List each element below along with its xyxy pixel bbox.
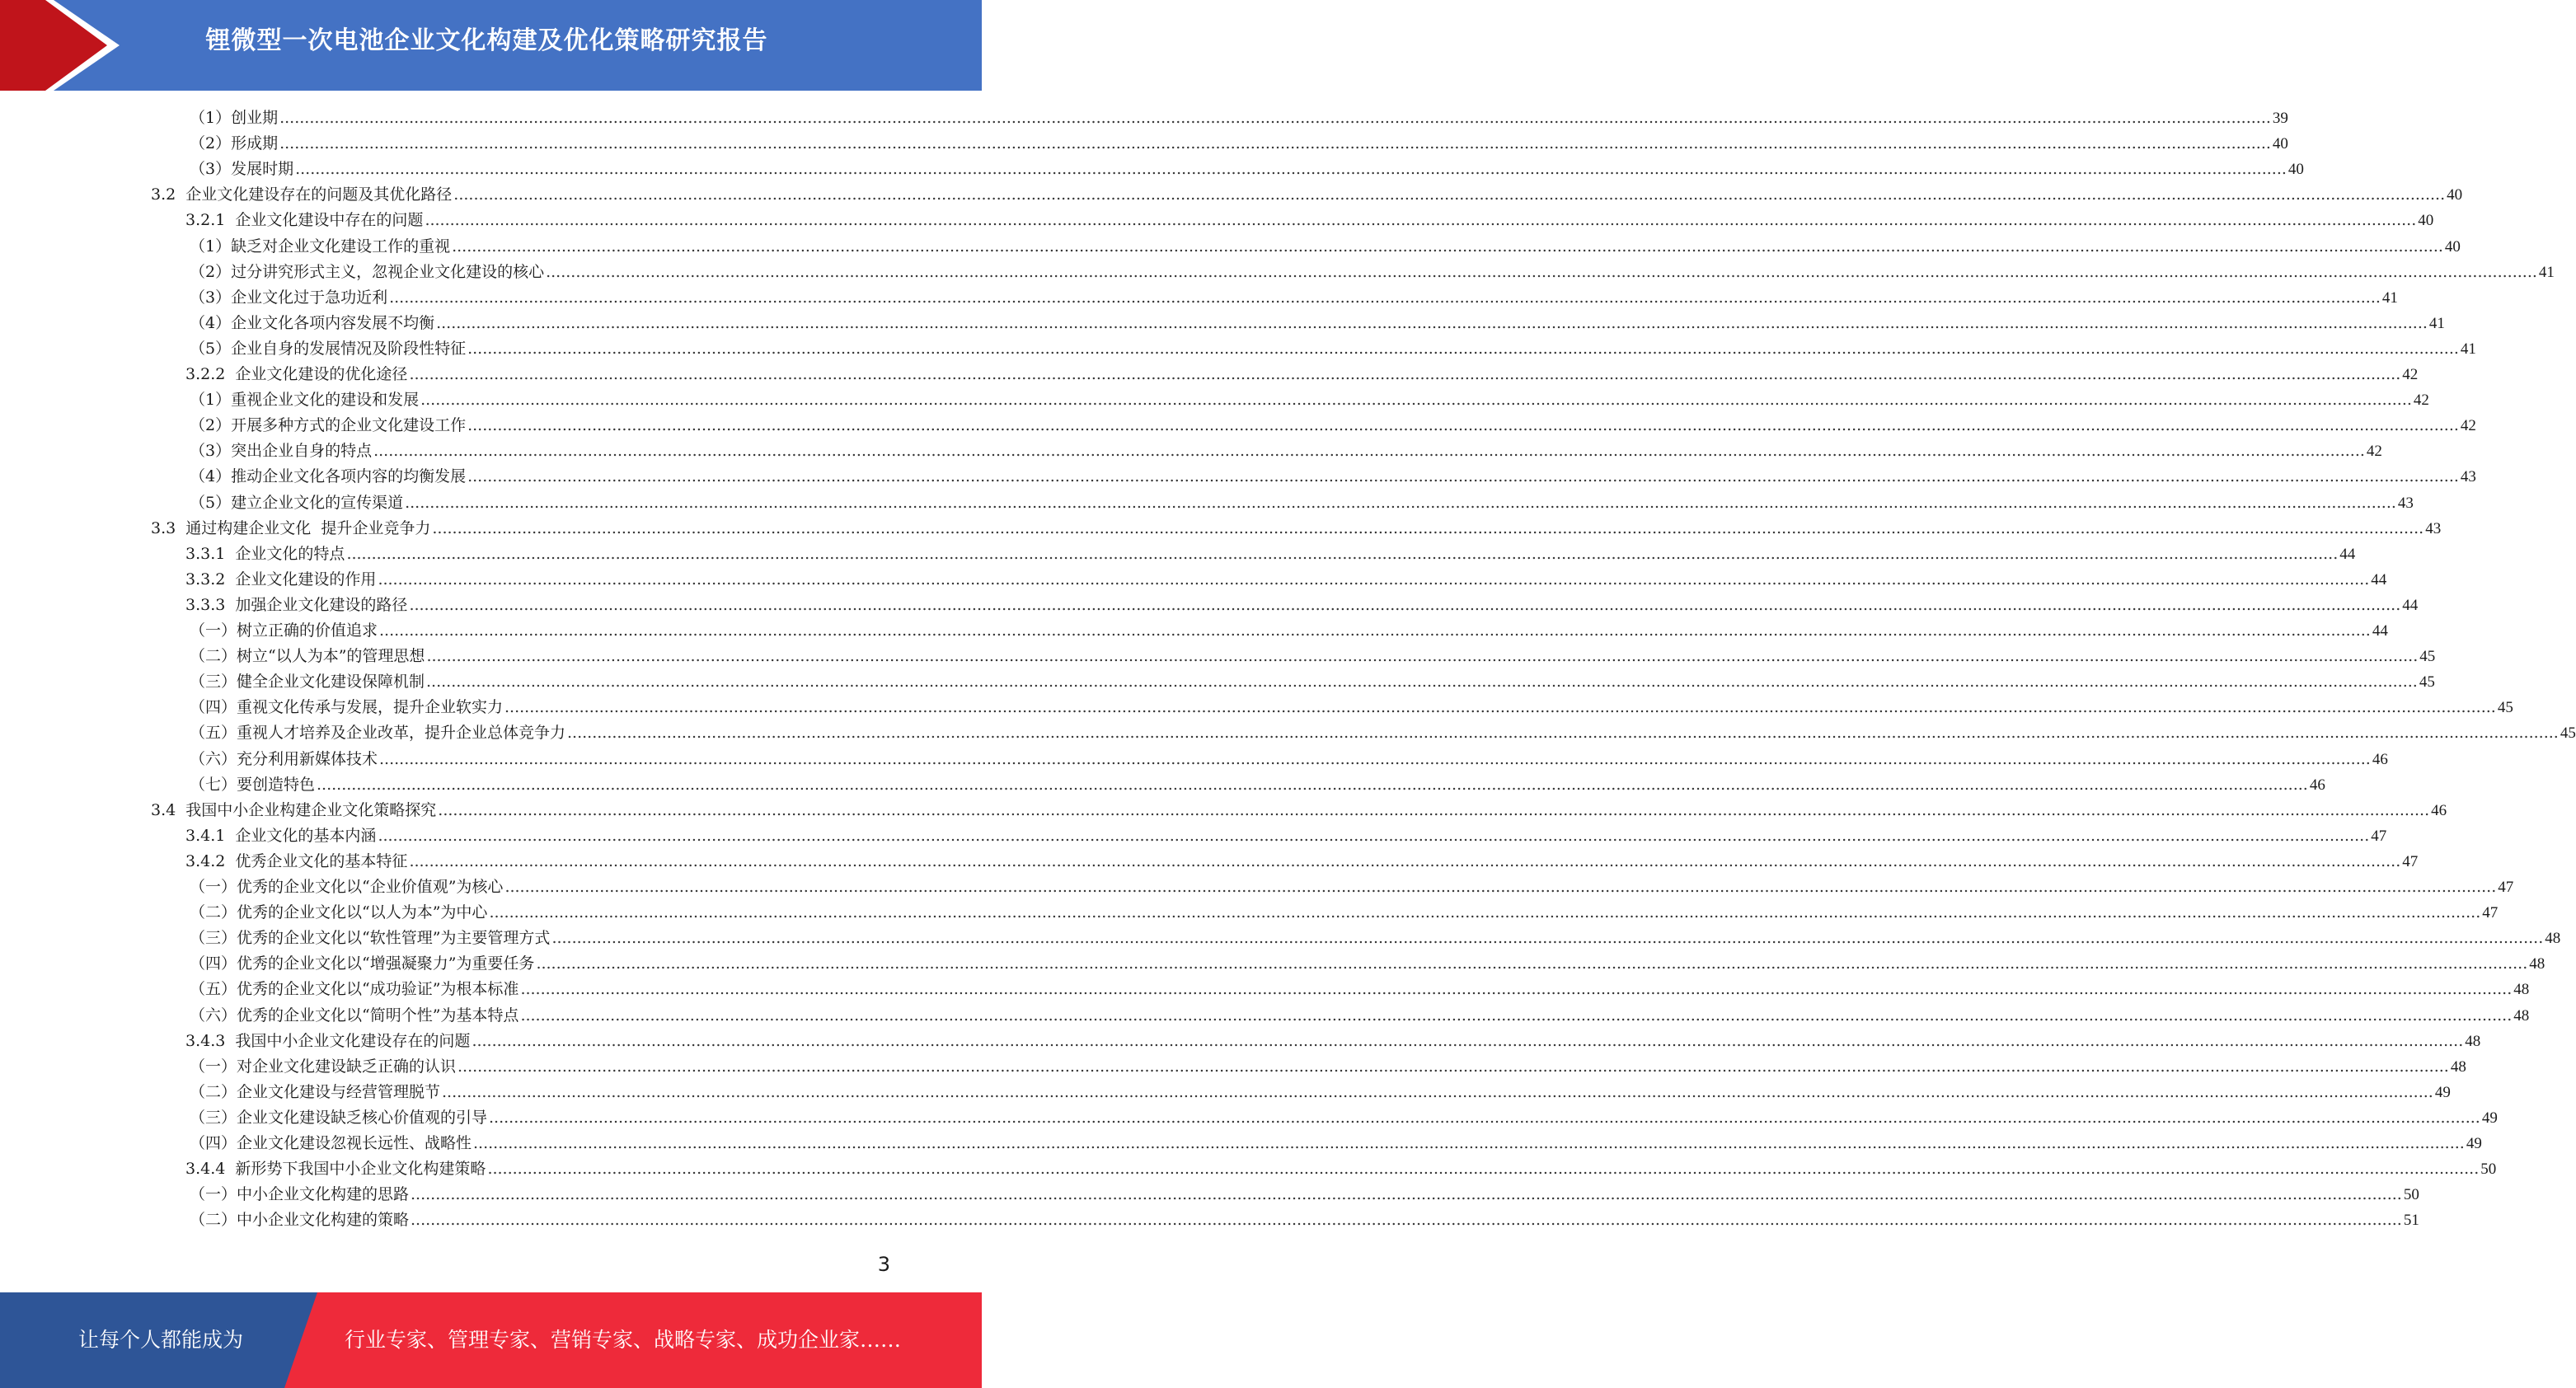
- toc-entry-page: 40: [2447, 186, 2463, 204]
- toc-entry-label: （5）建立企业文化的宣传渠道: [190, 493, 404, 512]
- page-number: 3: [877, 1253, 890, 1276]
- header-arrow-icon: [0, 0, 132, 91]
- toc-entry-page: 44: [2339, 545, 2356, 563]
- toc-entry[interactable]: [190, 311, 2445, 336]
- toc-entry[interactable]: [190, 618, 2388, 644]
- toc-entry-label: 3.3 通过构建企业文化 提升企业竞争力: [151, 518, 431, 537]
- toc-dot-leader: ................................................................................................................................................................................................................................................................................................................................................................................................................: [504, 878, 2497, 896]
- toc-entry[interactable]: [190, 1105, 2498, 1131]
- toc-entry[interactable]: [190, 464, 2476, 490]
- toc-entry[interactable]: [190, 644, 2436, 669]
- toc-entry-page: 49: [2434, 1083, 2451, 1101]
- toc-dot-leader: ................................................................................................................................................................................................................................................................................................................................................................................................................: [473, 1134, 2465, 1152]
- toc-entry-label: （五）优秀的企业文化以“成功验证”为根本标准: [190, 980, 519, 999]
- toc-dot-leader: ................................................................................................................................................................................................................................................................................................................................................................................................................: [346, 544, 2339, 563]
- toc-entry[interactable]: [190, 131, 2288, 157]
- toc-entry-label: （4）企业文化各项内容发展不均衡: [190, 313, 435, 332]
- toc-entry[interactable]: [190, 387, 2429, 413]
- toc-entry[interactable]: [185, 542, 2356, 567]
- toc-entry-label: （七）要创造特色: [190, 775, 316, 794]
- toc-dot-leader: ................................................................................................................................................................................................................................................................................................................................................................................................................: [520, 980, 2513, 999]
- toc-entry-label: （二）优秀的企业文化以“以人为本”为中心: [190, 903, 488, 922]
- document-title: 锂微型一次电池企业文化构建及优化策略研究报告: [205, 26, 768, 55]
- toc-entry-label: 3.3.2 企业文化建设的作用: [185, 570, 377, 588]
- toc-dot-leader: ................................................................................................................................................................................................................................................................................................................................................................................................................: [411, 1211, 2402, 1230]
- toc-entry-label: （一）对企业文化建设缺乏正确的认识: [190, 1057, 457, 1076]
- toc-entry-label: （二）企业文化建设与经营管理脱节: [190, 1082, 441, 1101]
- toc-dot-leader: ................................................................................................................................................................................................................................................................................................................................................................................................................: [420, 391, 2412, 410]
- toc-entry-page: 47: [2482, 904, 2499, 922]
- toc-dot-leader: ................................................................................................................................................................................................................................................................................................................................................................................................................: [536, 954, 2528, 973]
- toc-entry-page: 48: [2545, 930, 2561, 948]
- toc-entry-page: 47: [2402, 852, 2419, 870]
- toc-entry[interactable]: [190, 1054, 2466, 1080]
- toc-dot-leader: ................................................................................................................................................................................................................................................................................................................................................................................................................: [389, 288, 2381, 307]
- toc-entry[interactable]: [190, 695, 2513, 720]
- toc-entry-page: 50: [2480, 1161, 2497, 1179]
- toc-entry-page: 41: [2428, 314, 2445, 332]
- toc-entry-page: 50: [2403, 1186, 2419, 1204]
- page-footer: [0, 1292, 982, 1388]
- footer-slogan-left: 让每个人都能成为: [77, 1328, 243, 1352]
- toc-dot-leader: ................................................................................................................................................................................................................................................................................................................................................................................................................: [467, 467, 2459, 486]
- toc-dot-leader: ................................................................................................................................................................................................................................................................................................................................................................................................................: [467, 416, 2459, 435]
- toc-entry-page: 46: [2309, 776, 2325, 794]
- page-header: [0, 0, 982, 91]
- toc-entry-label: 3.3.1 企业文化的特点: [185, 544, 345, 563]
- toc-entry-page: 45: [2419, 673, 2435, 692]
- toc-entry-page: 47: [2498, 879, 2514, 896]
- toc-entry-label: 3.4.3 我国中小企业文化建设存在的问题: [185, 1031, 471, 1050]
- toc-dot-leader: ................................................................................................................................................................................................................................................................................................................................................................................................................: [425, 211, 2417, 230]
- toc-dot-leader: ................................................................................................................................................................................................................................................................................................................................................................................................................: [378, 570, 2370, 588]
- toc-dot-leader: ................................................................................................................................................................................................................................................................................................................................................................................................................: [438, 800, 2430, 819]
- toc-entry-label: （六）优秀的企业文化以“简明个性”为基本特点: [190, 1006, 519, 1025]
- toc-entry-label: （2）开展多种方式的企业文化建设工作: [190, 416, 467, 435]
- toc-entry-page: 48: [2513, 1006, 2530, 1025]
- toc-entry-label: 3.4 我国中小企业构建企业文化策略探究: [151, 800, 437, 819]
- toc-dot-leader: ................................................................................................................................................................................................................................................................................................................................................................................................................: [317, 775, 2308, 794]
- toc-entry-page: 40: [2444, 237, 2461, 256]
- toc-entry[interactable]: [190, 1182, 2419, 1207]
- toc-dot-leader: ................................................................................................................................................................................................................................................................................................................................................................................................................: [546, 262, 2537, 281]
- toc-entry-page: 47: [2371, 827, 2387, 845]
- toc-entry-page: 49: [2466, 1135, 2482, 1152]
- toc-entry[interactable]: [185, 1029, 2481, 1054]
- toc-entry-page: 43: [2397, 494, 2414, 512]
- toc-entry-label: （三）优秀的企业文化以“软性管理”为主要管理方式: [190, 929, 551, 948]
- toc-entry-page: 44: [2372, 622, 2388, 640]
- toc-entry[interactable]: [185, 593, 2419, 618]
- toc-entry[interactable]: [190, 1003, 2530, 1029]
- toc-entry-page: 41: [2381, 288, 2398, 307]
- toc-entry-label: （一）树立正确的价值追求: [190, 621, 378, 640]
- toc-dot-leader: ................................................................................................................................................................................................................................................................................................................................................................................................................: [567, 724, 2559, 743]
- toc-entry[interactable]: [190, 747, 2388, 772]
- toc-entry-page: 44: [2371, 570, 2387, 588]
- toc-entry-label: （五）重视人才培养及企业改革，提升企业总体竞争力: [190, 724, 566, 743]
- toc-entry[interactable]: [190, 900, 2499, 926]
- toc-dot-leader: ................................................................................................................................................................................................................................................................................................................................................................................................................: [426, 647, 2419, 666]
- toc-dot-leader: ................................................................................................................................................................................................................................................................................................................................................................................................................: [409, 851, 2401, 870]
- toc-entry[interactable]: [190, 772, 2325, 798]
- toc-entry[interactable]: [190, 977, 2530, 1002]
- toc-entry-label: （1）缺乏对企业文化建设工作的重视: [190, 237, 451, 256]
- toc-dot-leader: ................................................................................................................................................................................................................................................................................................................................................................................................................: [551, 929, 2544, 948]
- toc-entry-label: （二）中小企业文化构建的策略: [190, 1211, 410, 1230]
- toc-entry-label: （一）中小企业文化构建的思路: [190, 1185, 410, 1204]
- toc-dot-leader: ................................................................................................................................................................................................................................................................................................................................................................................................................: [279, 134, 2271, 153]
- toc-dot-leader: ................................................................................................................................................................................................................................................................................................................................................................................................................: [489, 903, 2481, 922]
- toc-entry-label: （3）突出企业自身的特点: [190, 442, 373, 461]
- toc-entry-label: （三）企业文化建设缺乏核心价值观的引导: [190, 1108, 488, 1127]
- toc-entry-page: 45: [2497, 699, 2513, 717]
- toc-entry-label: （六）充分利用新媒体技术: [190, 749, 378, 768]
- toc-entry[interactable]: [190, 490, 2414, 516]
- toc-dot-leader: ................................................................................................................................................................................................................................................................................................................................................................................................................: [432, 518, 2424, 537]
- toc-entry[interactable]: [190, 413, 2476, 438]
- toc-dot-leader: ................................................................................................................................................................................................................................................................................................................................................................................................................: [426, 673, 2418, 692]
- toc-entry-page: 40: [2287, 161, 2304, 179]
- toc-dot-leader: ................................................................................................................................................................................................................................................................................................................................................................................................................: [279, 109, 2271, 127]
- toc-dot-leader: ................................................................................................................................................................................................................................................................................................................................................................................................................: [409, 365, 2401, 383]
- toc-entry-label: 3.4.1 企业文化的基本内涵: [185, 826, 377, 845]
- toc-dot-leader: ................................................................................................................................................................................................................................................................................................................................................................................................................: [467, 339, 2459, 358]
- toc-entry-label: （4）推动企业文化各项内容的均衡发展: [190, 467, 467, 486]
- toc-dot-leader: ................................................................................................................................................................................................................................................................................................................................................................................................................: [457, 1057, 2449, 1076]
- toc-entry-label: （2）过分讲究形式主义，忽视企业文化建设的核心: [190, 262, 545, 281]
- toc-entry[interactable]: [151, 182, 2463, 208]
- toc-entry-page: 43: [2425, 519, 2442, 537]
- toc-entry[interactable]: [185, 823, 2387, 849]
- toc-entry[interactable]: [190, 336, 2476, 362]
- toc-entry-page: 48: [2529, 955, 2546, 973]
- toc-dot-leader: ................................................................................................................................................................................................................................................................................................................................................................................................................: [452, 237, 2443, 256]
- toc-entry-label: 3.2.1 企业文化建设中存在的问题: [185, 211, 424, 230]
- toc-entry-page: 45: [2560, 724, 2576, 743]
- toc-entry-page: 41: [2538, 263, 2555, 281]
- toc-entry-label: 3.3.3 加强企业文化建设的路径: [185, 595, 408, 614]
- toc-dot-leader: ................................................................................................................................................................................................................................................................................................................................................................................................................: [436, 313, 2428, 332]
- toc-entry[interactable]: [190, 260, 2555, 285]
- toc-entry-label: （四）优秀的企业文化以“增强凝聚力”为重要任务: [190, 954, 535, 973]
- toc-dot-leader: ................................................................................................................................................................................................................................................................................................................................................................................................................: [409, 595, 2401, 614]
- toc-entry-page: 48: [2513, 981, 2530, 999]
- toc-entry-page: 44: [2402, 596, 2419, 614]
- toc-entry-page: 42: [2402, 366, 2419, 383]
- toc-entry[interactable]: [190, 106, 2288, 131]
- toc-entry[interactable]: [185, 208, 2434, 233]
- toc-dot-leader: ................................................................................................................................................................................................................................................................................................................................................................................................................: [411, 1185, 2402, 1204]
- toc-entry[interactable]: [190, 285, 2398, 311]
- toc-dot-leader: ................................................................................................................................................................................................................................................................................................................................................................................................................: [379, 621, 2371, 640]
- toc-entry[interactable]: [190, 157, 2304, 182]
- toc-entry-label: （一）优秀的企业文化以“企业价值观”为核心: [190, 878, 504, 896]
- toc-dot-leader: ................................................................................................................................................................................................................................................................................................................................................................................................................: [472, 1031, 2464, 1050]
- toc-dot-leader: ................................................................................................................................................................................................................................................................................................................................................................................................................: [442, 1082, 2433, 1101]
- toc-entry-label: （1）创业期: [190, 109, 279, 127]
- toc-entry-label: （四）重视文化传承与发展，提升企业软实力: [190, 698, 504, 717]
- toc-entry[interactable]: [151, 798, 2447, 823]
- toc-dot-leader: ................................................................................................................................................................................................................................................................................................................................................................................................................: [504, 698, 2496, 717]
- toc-dot-leader: ................................................................................................................................................................................................................................................................................................................................................................................................................: [378, 826, 2370, 845]
- toc-entry[interactable]: [185, 567, 2387, 593]
- toc-entry-label: （3）企业文化过于急功近利: [190, 288, 388, 307]
- toc-entry[interactable]: [190, 1131, 2482, 1156]
- toc-entry-page: 46: [2431, 801, 2447, 819]
- toc-dot-leader: ................................................................................................................................................................................................................................................................................................................................................................................................................: [453, 185, 2446, 204]
- toc-entry-page: 42: [2413, 392, 2429, 410]
- toc-entry[interactable]: [185, 362, 2419, 387]
- toc-entry-page: 40: [2418, 212, 2434, 230]
- toc-entry[interactable]: [190, 1207, 2419, 1233]
- toc-entry-label: 3.2 企业文化建设存在的问题及其优化路径: [151, 185, 453, 204]
- toc-entry-label: （3）发展时期: [190, 160, 294, 179]
- toc-entry[interactable]: [190, 875, 2514, 900]
- toc-entry-label: （5）企业自身的发展情况及阶段性特征: [190, 339, 467, 358]
- toc-entry-page: 42: [2460, 417, 2476, 435]
- toc-entry-page: 43: [2460, 468, 2476, 486]
- toc-entry-label: （1）重视企业文化的建设和发展: [190, 391, 420, 410]
- toc-entry[interactable]: [190, 720, 2576, 746]
- toc-entry-page: 49: [2481, 1109, 2498, 1127]
- toc-entry-page: 39: [2272, 110, 2288, 127]
- toc-dot-leader: ................................................................................................................................................................................................................................................................................................................................................................................................................: [405, 493, 2396, 512]
- toc-entry-page: 51: [2403, 1212, 2419, 1230]
- toc-entry-label: （四）企业文化建设忽视长远性、战略性: [190, 1134, 472, 1152]
- toc-entry-page: 42: [2366, 443, 2382, 461]
- toc-entry-label: （二）树立“以人为本”的管理思想: [190, 647, 425, 666]
- toc-entry[interactable]: [185, 1156, 2497, 1182]
- toc-entry[interactable]: [151, 516, 2442, 542]
- toc-entry-label: 3.4.2 优秀企业文化的基本特征: [185, 851, 408, 870]
- toc-dot-leader: ................................................................................................................................................................................................................................................................................................................................................................................................................: [379, 749, 2371, 768]
- toc-entry-page: 48: [2465, 1032, 2481, 1050]
- toc-entry[interactable]: [190, 438, 2382, 464]
- toc-entry-label: （2）形成期: [190, 134, 279, 153]
- toc-entry[interactable]: [190, 1080, 2451, 1105]
- toc-entry[interactable]: [190, 951, 2546, 977]
- toc-entry[interactable]: [190, 926, 2561, 951]
- toc-dot-leader: ................................................................................................................................................................................................................................................................................................................................................................................................................: [489, 1108, 2480, 1127]
- toc-dot-leader: ................................................................................................................................................................................................................................................................................................................................................................................................................: [295, 160, 2287, 179]
- toc-entry-page: 46: [2372, 750, 2388, 768]
- toc-entry[interactable]: [190, 669, 2435, 695]
- footer-slogan-right: 行业专家、管理专家、营销专家、战略专家、成功企业家……: [344, 1328, 901, 1352]
- toc-dot-leader: ................................................................................................................................................................................................................................................................................................................................................................................................................: [373, 442, 2365, 461]
- toc-entry-page: 40: [2272, 135, 2288, 153]
- toc-entry-label: 3.2.2 企业文化建设的优化途径: [185, 365, 408, 383]
- toc-entry[interactable]: [185, 849, 2419, 875]
- toc-entry[interactable]: [190, 234, 2461, 260]
- toc-entry-page: 45: [2419, 648, 2436, 666]
- toc-entry-label: 3.4.4 新形势下我国中小企业文化构建策略: [185, 1160, 486, 1179]
- toc-entry-page: 41: [2460, 340, 2476, 358]
- toc-dot-leader: ................................................................................................................................................................................................................................................................................................................................................................................................................: [520, 1006, 2513, 1025]
- toc-dot-leader: ................................................................................................................................................................................................................................................................................................................................................................................................................: [487, 1160, 2480, 1179]
- toc-entry-page: 48: [2450, 1057, 2466, 1076]
- toc-entry-label: （三）健全企业文化建设保障机制: [190, 673, 425, 692]
